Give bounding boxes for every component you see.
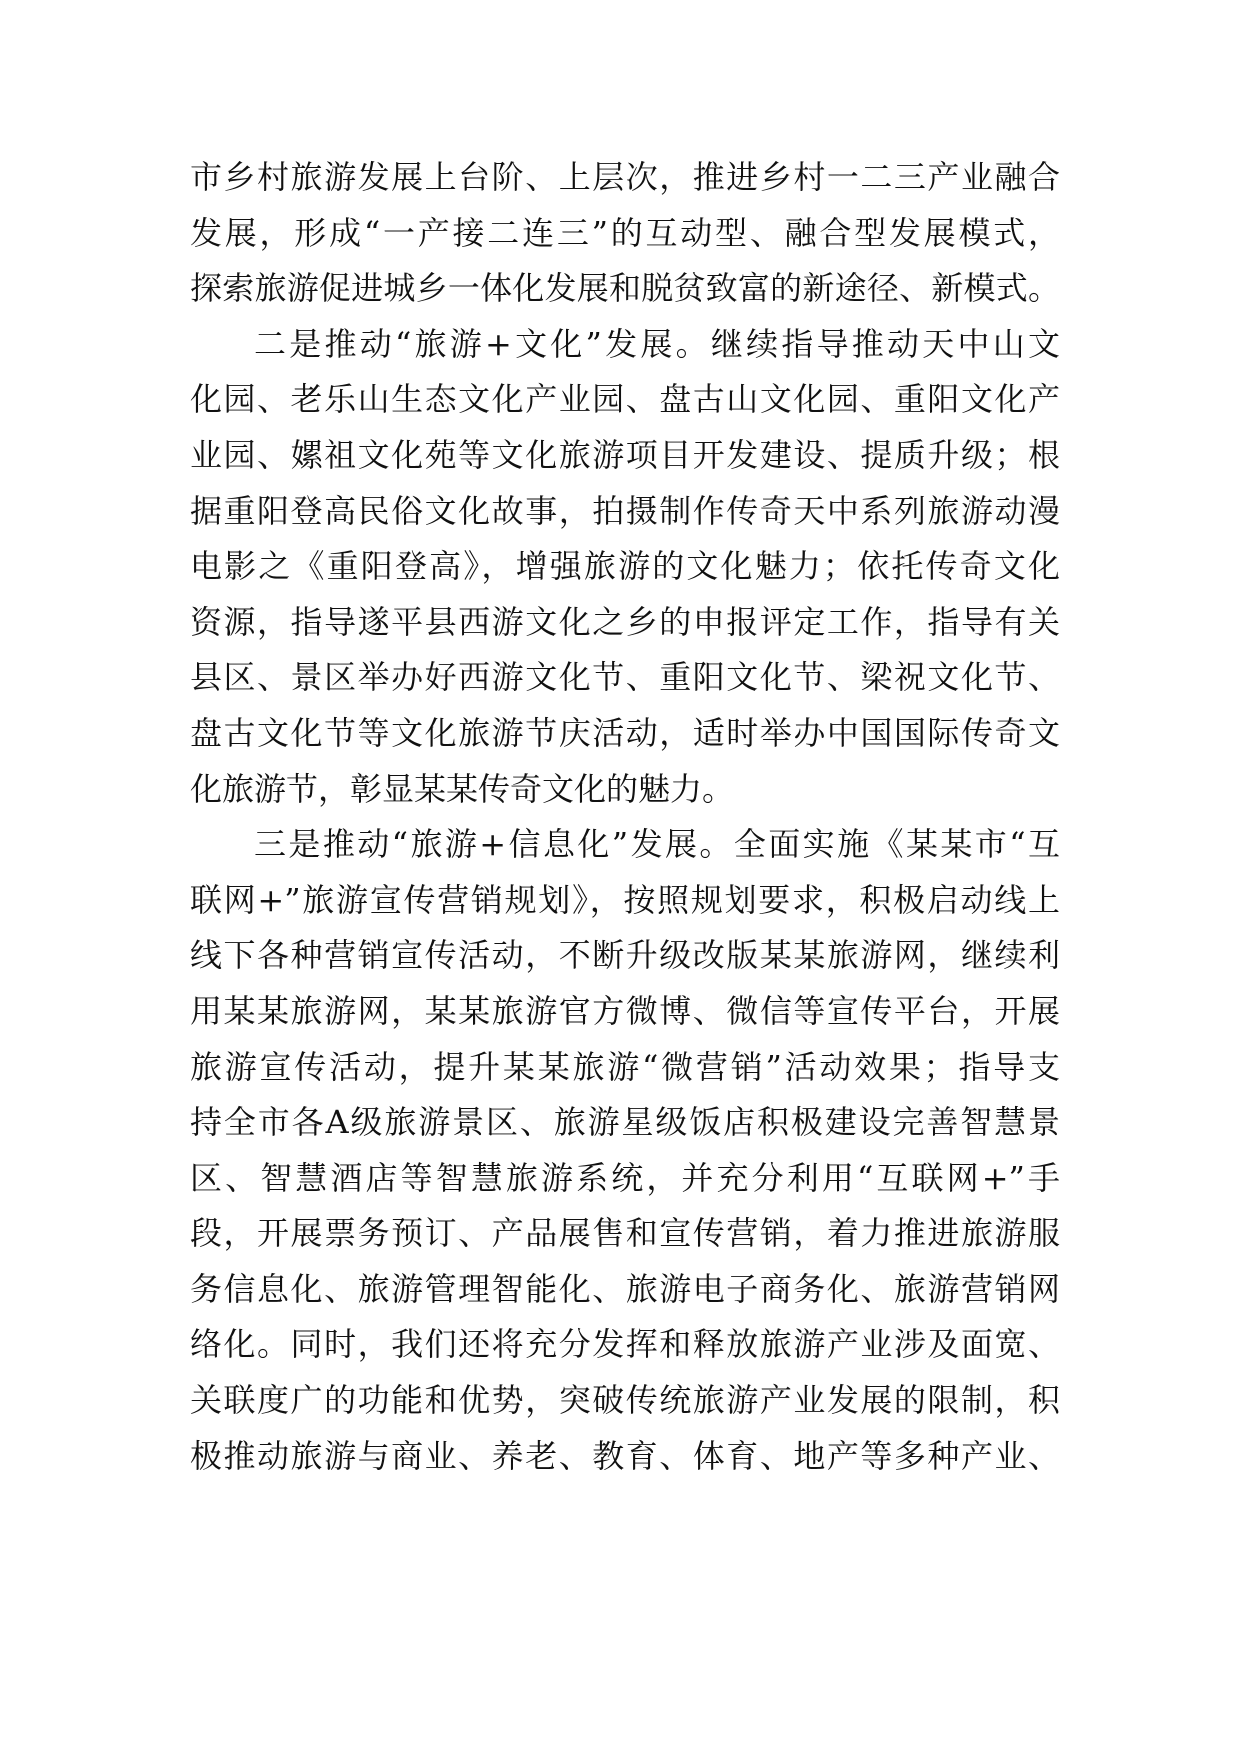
text-line: 县区、景区举办好西游文化节、重阳文化节、梁祝文化节、 [190, 658, 1060, 697]
text-line: 发展，形成“一产接二连三”的互动型、融合型发展模式， [190, 213, 1060, 252]
body-text [190, 150, 1060, 1484]
text-line: 业园、嫘祖文化苑等文化旅游项目开发建设、提质升级；根 [190, 435, 1060, 474]
text-line: 资源，指导遂平县西游文化之乡的申报评定工作，指导有关 [190, 602, 1060, 641]
text-line: 电影之《重阳登高》，增强旅游的文化魅力；依托传奇文化 [190, 547, 1060, 586]
text-line: 旅游宣传活动，提升某某旅游“微营销”活动效果；指导支 [190, 1047, 1060, 1086]
text-line: 市乡村旅游发展上台阶、上层次，推进乡村一二三产业融合 [190, 158, 1060, 196]
text-line: 关联度广的功能和优势，突破传统旅游产业发展的限制，积 [190, 1381, 1060, 1420]
text-line: 二是推动“旅游+文化”发展。继续指导推动天中山文 [254, 324, 1060, 363]
text-line: 联网+”旅游宣传营销规划》，按照规划要求，积极启动线上 [190, 880, 1060, 919]
text-line: 线下各种营销宣传活动，不断升级改版某某旅游网，继续利 [190, 936, 1060, 975]
text-line: 化旅游节，彰显某某传奇文化的魅力。 [190, 769, 735, 808]
text-line: 用某某旅游网，某某旅游官方微博、微信等宣传平台，开展 [190, 991, 1060, 1030]
text-line: 三是推动“旅游+信息化”发展。全面实施《某某市“互 [254, 825, 1060, 864]
paragraph-tourism-culture [190, 317, 1060, 817]
paragraph-tourism-informatization [190, 817, 1060, 1484]
text-line: 务信息化、旅游管理智能化、旅游电子商务化、旅游营销网 [190, 1269, 1060, 1308]
text-line: 极推动旅游与商业、养老、教育、体育、地产等多种产业、 [190, 1436, 1060, 1475]
text-line: 据重阳登高民俗文化故事，拍摄制作传奇天中系列旅游动漫 [190, 491, 1060, 530]
text-line: 持全市各A级旅游景区、旅游星级饭店积极建设完善智慧景 [190, 1103, 1060, 1142]
text-line: 探索旅游促进城乡一体化发展和脱贫致富的新途径、新模式。 [190, 269, 1060, 308]
text-line: 化园、老乐山生态文化产业园、盘古山文化园、重阳文化产 [190, 380, 1060, 419]
text-line: 络化。同时，我们还将充分发挥和释放旅游产业涉及面宽、 [190, 1325, 1060, 1364]
text-line: 盘古文化节等文化旅游节庆活动，适时举办中国国际传奇文 [190, 713, 1060, 752]
text-line: 段，开展票务预订、产品展售和宣传营销，着力推进旅游服 [190, 1214, 1060, 1253]
paragraph-continuation [190, 150, 1060, 317]
text-line: 区、智慧酒店等智慧旅游系统，并充分利用“互联网+”手 [190, 1158, 1060, 1197]
